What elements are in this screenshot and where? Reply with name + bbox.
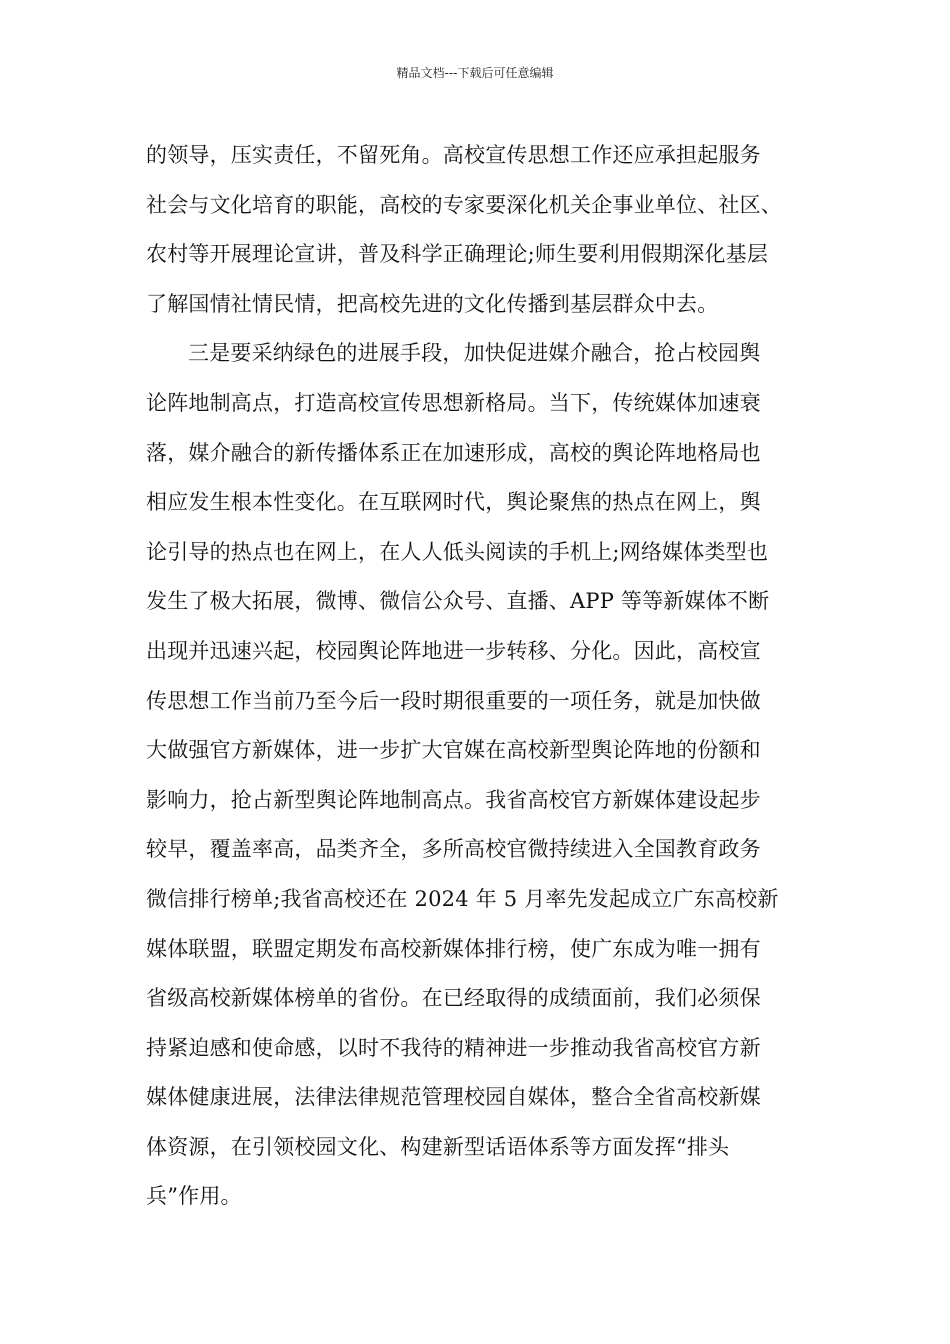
text-line: 省级高校新媒体榜单的省份。在已经取得的成绩面前，我们必须保 bbox=[146, 986, 761, 1011]
text-line: 农村等开展理论宣讲，普及科学正确理论;师生要利用假期深化基层 bbox=[146, 242, 769, 267]
text-line: 大做强官方新媒体，进一步扩大官媒在高校新型舆论阵地的份额和 bbox=[146, 738, 761, 763]
text-line: 持紧迫感和使命感，以时不我待的精神进一步推动我省高校官方新 bbox=[146, 1035, 761, 1060]
text-line: 兵”作用。 bbox=[146, 1184, 242, 1209]
text-line: 相应发生根本性变化。在互联网时代，舆论聚焦的热点在网上，舆 bbox=[146, 490, 761, 515]
text-line: 媒体联盟，联盟定期发布高校新媒体排行榜，使广东成为唯一拥有 bbox=[146, 936, 761, 961]
text-line: 微信排行榜单;我省高校还在 2024 年 5 月率先发起成立广东高校新 bbox=[146, 886, 779, 911]
text-line: 了解国情社情民情，把高校先进的文化传播到基层群众中去。 bbox=[146, 291, 719, 316]
text-line: 的领导，压实责任，不留死角。高校宣传思想工作还应承担起服务 bbox=[146, 143, 761, 167]
document-body bbox=[146, 131, 810, 1222]
text-line: 论引导的热点也在网上，在人人低头阅读的手机上;网络媒体类型也 bbox=[146, 539, 769, 564]
text-line: 体资源，在引领校园文化、构建新型话语体系等方面发挥“排头 bbox=[146, 1134, 730, 1159]
text-line: 出现并迅速兴起，校园舆论阵地进一步转移、分化。因此，高校宣 bbox=[146, 638, 761, 663]
paragraph-first-line: 三是要采纳绿色的进展手段，加快促进媒介融合，抢占校园舆 bbox=[188, 341, 761, 366]
text-line: 落，媒介融合的新传播体系正在加速形成，高校的舆论阵地格局也 bbox=[146, 440, 761, 465]
text-line: 媒体健康进展，法律法律规范管理校园自媒体，整合全省高校新媒 bbox=[146, 1085, 761, 1110]
page-header: 精品文档---下载后可任意编辑 bbox=[396, 66, 554, 80]
text-line: 社会与文化培育的职能，高校的专家要深化机关企事业单位、社区、 bbox=[146, 192, 782, 217]
text-line: 传思想工作当前乃至今后一段时期很重要的一项任务，就是加快做 bbox=[146, 688, 761, 713]
text-line: 论阵地制高点，打造高校宣传思想新格局。当下，传统媒体加速衰 bbox=[146, 390, 761, 415]
text-line: 较早，覆盖率高，品类齐全，多所高校官微持续进入全国教育政务 bbox=[146, 837, 761, 862]
text-line: 影响力，抢占新型舆论阵地制高点。我省高校官方新媒体建设起步 bbox=[146, 787, 761, 812]
text-line: 发生了极大拓展，微博、微信公众号、直播、APP 等等新媒体不断 bbox=[146, 589, 770, 614]
